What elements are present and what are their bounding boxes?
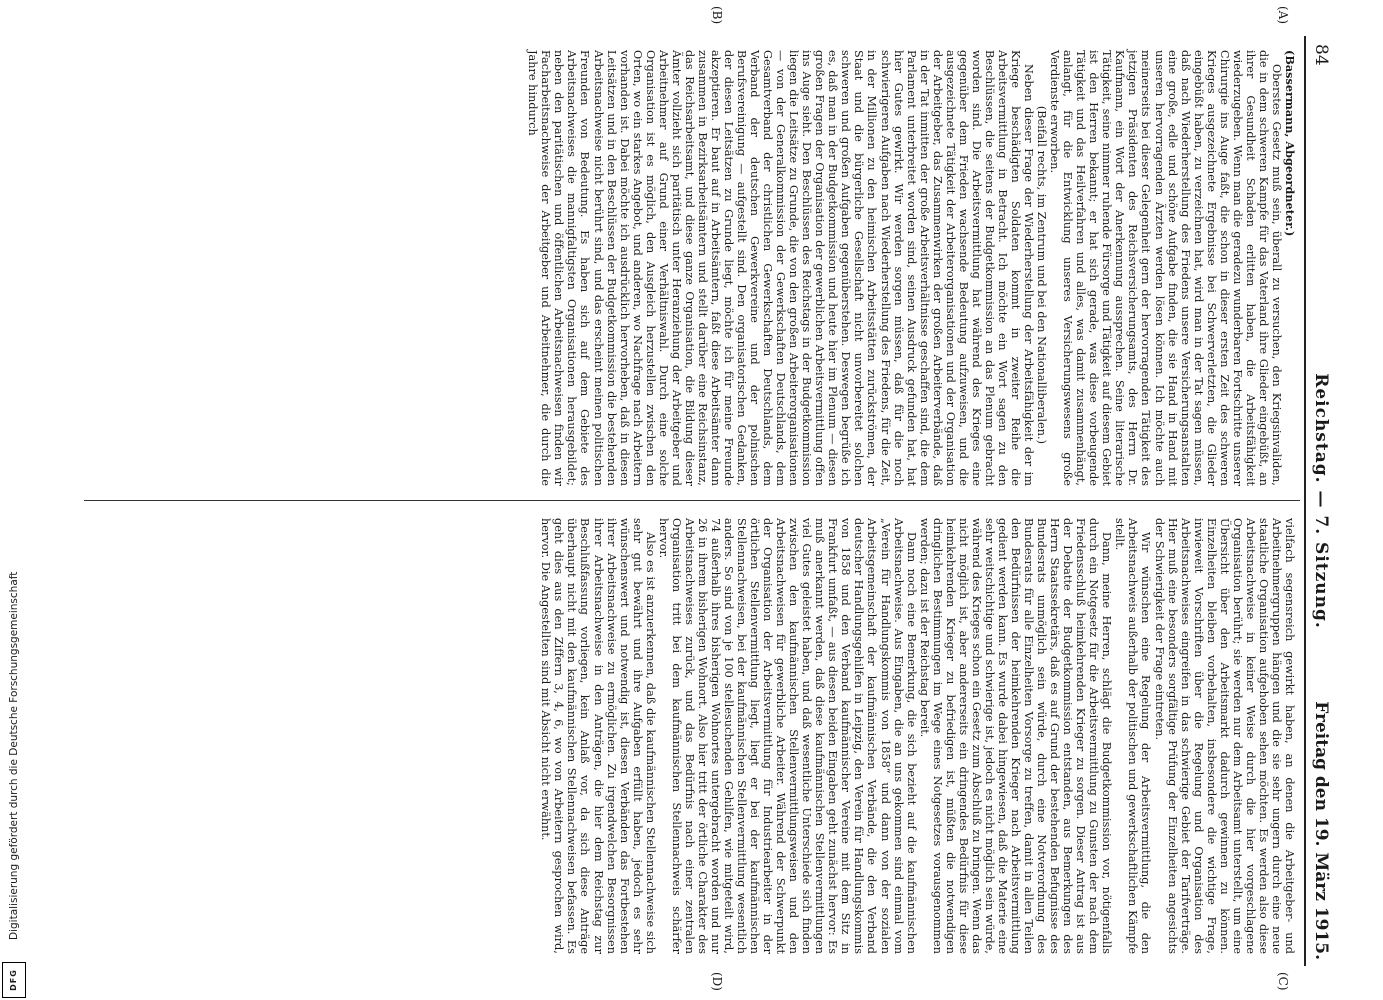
dfg-logo <box>2 962 26 998</box>
page-number: 84 <box>1311 44 1331 66</box>
page-header <box>1308 36 1334 966</box>
margin-mark-a: (A) <box>1276 6 1290 25</box>
header-rule <box>1304 36 1306 966</box>
paragraph: Neben dieser Frage der Wiederherstellung der Arbeitsfähigkeit der im Kriege beschädigten Soldaten kommt in zweiter Reihe die Arbeitsvermittlung in Betracht. Ich möchte ein Wort sagen zu den Beschlüssen, die seitens der Budgetkommission an das Plenum gebracht worden sind. Die Arbeitsvermittlung hat während des Krieges eine gegenüber dem Frieden wachsende Bedeutung aufzuweisen, und die ausgezeichnete Tätigkeit der Arbeiterorganisationen und der Organisation der Arbeitgeber, das Zusammenwirken der großen Arbeiterverbände, daß in der Tat inmitten der große Arbeitsverhältnisse geschaffen sind, die dem Parlament unterbreitet worden sind, seinen Ausdruck gefunden hat, hat hier Gutes gewirkt. Wir werden sorgen müssen, daß für die noch schwierigeren Aufgaben nach Wiederherstellung des Friedens, für die Zeit, in der Millionen zu den heimischen Arbeitsstätten zurückströmen, der Staat und die bürgerliche Gesellschaft nicht unvorbereitet solchen schweren und großen Aufgaben gegenüberstehen. Deswegen begrüße ich es, daß man in der Budgetkommission und heute hier im Plenum — diesen großen Fragen der Organisation der gewerblichen Arbeitsvermittlung offen ins Auge sieht. Den Beschlüssen des Reichstags in der Budgetkommission liegen die Leitsätze zu Grunde, die von den großen Arbeiterorganisationen — von der Generalkommission der Gewerkschaften Deutschlands, dem Gesamtverband der christlichen Gewerkschaften Deutschlands, dem Verband der deutschen Gewerkvereine und der polnischen Berufsvereinigung — aufgestellt sind. Den organisatorischen Gedanken, der diesen Leitsätzen zu Grunde liegt, möchte ich für meine Freunde akzeptieren. Er baut auf in Arbeitsämtern, faßt diese Arbeitsämter dann zusammen in Bezirksarbeitsämtern und stellt darüber eine Reichsinstanz, das Reichsarbeitsamt, und diese ganze Organisation, die Bildung dieser Ämter vollzieht sich paritätisch unter Heranziehung der Arbeitgeber und Arbeitnehmer auf Grund einer Verhältniswahl. Durch eine solche Organisation ist es möglich, den Ausgleich herzustellen zwischen den Orten, wo ein starkes Angebot, und anderen, wo Nachfrage nach Arbeitern vorhanden ist. Dabei möchte ich ausdrücklich hervorheben, daß in diesen Leitsätzen und in den Beschlüssen der Budgetkommission die bestehenden Arbeitsnachweise nicht berührt sind, und das erscheint meinen politischen Freunden von Bedeutung. Es haben sich auf dem Gebiete des Arbeitsnachweises die mannigfaltigsten Organisationen herausgebildet; neben den paritätischen und öffentlichen Arbeitsnachweisen finden wir Facharbeitsnachweise der Arbeitgeber und Arbeitnehmer, die durch die Jahre hindurch <box>526 50 1036 486</box>
paragraph: Also es ist anzuerkennen, daß die kaufmännischen Stellennachweise sich sehr gut bewährt und ihre Aufgaben erfüllt haben, jedoch es sehr wünschenswert und notwendig ist, diesen Verbänden das Fortbestehen ihrer Arbeitsnachweise zu ermöglichen. Zu irgendwelchen Besorgnissen ihrer Arbeitsnachweise in den Anträgen, die hier dem Reichstag zur Beschlußfassung vorliegen, kein Anlaß vor, da sich diese Anträge überhaupt nicht mit den kaufmännischen Stellennachweisen befassen. Es geht dies aus den Ziffern 3, 4, 6, wo von Arbeitern gesprochen wird, hervor. Die Angestellten sind mit Absicht nicht erwähnt. <box>539 518 657 954</box>
margin-mark-d: (D) <box>710 972 724 991</box>
document-page <box>44 6 1334 991</box>
paragraph: vielfach segensreich gewirkt haben, an denen die Arbeitgeber- und Arbeitnehmergruppen hängen und die sie sehr ungern durch eine neue staatliche Organisation aufgehoben sehen möchten. Es werden also diese Arbeitsnachweise in keiner Weise durch die hier vorgeschlagene Organisation berührt; sie werden nur dem Arbeitsamt unterstellt, um eine Übersicht über den Arbeitsmarkt dadurch gewinnen zu können. Einzelheiten bleiben vorbehalten, insbesondere die wichtige Frage, inwieweit Vorschriften über die Regelung und Organisation des Arbeitsnachweises eingreifen in das schwierige Gebiet der Tarifverträge. Hier muß eine besonders sorgfältige Prüfung der Einzelheiten angesichts der Schwierigkeit der Frage eintreten. <box>1152 518 1296 954</box>
rotated-page-content <box>44 6 1334 991</box>
margin-mark-c: (C) <box>1276 972 1290 991</box>
paragraph: Dann noch eine Bemerkung, die sich bezieht auf die kaufmännischen Arbeitsnachweise. Aus Eingaben, die an uns gekommen sind einmal vom „Verein für Handlungskommis von 1858“ und dann von der sozialen Arbeitsgemeinschaft der kaufmännischen Verbände, die den Verband deutscher Handlungsgehilfen in Leipzig, den Verein für Handlungskommis von 1858 und den Verband kaufmännischer Vereine mit dem Sitz in Frankfurt umfaßt, — aus diesen beiden Eingaben geht zunächst hervor: Es muß anerkannt werden, daß diese kaufmännischen Stellenvermittlungen viel Gutes geleistet haben, und daß wesentliche Unterschiede sich finden zwischen den kaufmännischen Stellenvermittlungsweisen und den Arbeitsnachweisen für gewerbliche Arbeiter. Während der Schwerpunkt der Organisation der Arbeitsvermittlung für Industriearbeiter in der örtlichen Stellenvermittlung liegt, liegt er bei der kaufmännischen Stellennachweisen, bei der kaufmännischen Stellenvermittlung wesentlich anders. So sind von je 100 stellesuchenden Gehilfen, wie mitgeteilt wird, 74 außerhalb ihres bisherigen Wohnortes untergebracht worden und nur 26 in ihrem bisherigen Wohnort. Also hier tritt der örtliche Charakter des Arbeitsnachweises zurück, und das Bedürfnis nach einer zentralen Organisation tritt bei dem kaufmännischen Stellennachweis schärfer hervor. <box>656 518 918 954</box>
paragraph: Dann, meine Herren, schlägt die Budgetkommission vor, nötigenfalls durch ein Notgesetz für die Arbeitsvermittlung zu Gunsten der nach dem Friedensschluß heimkehrenden Krieger zu sorgen. Dieser Antrag ist aus der Debatte der Budgetkommission entstanden, aus Bemerkungen des Herrn Staatssekretärs, daß es auf Grund der bestehenden Befugnisse des Bundesrats unmöglich sein würde, durch eine Notverordnung des Bundesrats für alle Einzelheiten Vorsorge zu treffen, damit in allen Teilen den Bedürfnissen der heimkehrenden Krieger nach Arbeitsvermittlung gedient werden kann. Es wurde dabei hingewiesen, daß die Materie eine sehr weitschichtige und schwierige ist, jedoch es nicht möglich sein würde, während des Krieges schon ein Gesetz zum Abschluß zu bringen. Wenn das nicht möglich ist, aber andererseits ein dringendes Bedürfnis für diese heimkehrenden Krieger zu befriedigen ist, müßten die notwendigen dringlichen Bestimmungen im Wege eines Notgesetzes vorausgenommen werden; dazu ist der Reichstag bereit. <box>917 518 1114 954</box>
paragraph: Wir wünschen eine Regelung der Arbeitsvermittlung, die den Arbeitsnachweis außerhalb der politischen und gewerkschaftlichen Kämpfe stellt. <box>1113 518 1153 954</box>
left-column <box>526 50 1296 486</box>
margin-mark-b: (B) <box>710 6 724 25</box>
dfg-logo-text: DFG <box>9 969 18 991</box>
digitization-note <box>2 60 26 940</box>
digitization-note-text: Digitalisierung gefördert durch die Deutsche Forschungsgemeinschaft <box>8 571 20 940</box>
page-title: Reichstag. — 7. Sitzung. <box>1311 373 1331 629</box>
column-divider <box>84 500 1300 501</box>
applause-note: (Beifall rechts, im Zentrum und bei den Nationalliberalen.) <box>1035 105 1049 445</box>
page-date: Freitag den 19. März 1915. <box>1311 701 1331 960</box>
paragraph: Oberstes Gesetz muß sein, überall zu versuchen, den Kriegsinvaliden, die in dem schweren Kampfe für das Vaterland ihre Glieder eingebüßt, an ihrer Gesundheit Schaden erlitten haben, die Arbeitsfähigkeit wiederzugeben. Wenn man die geradezu wunderbaren Fortschritte unserer Chirurgie ins Auge faßt, die schon in dieser ersten Zeit des schweren Krieges ausgezeichnete Ergebnisse bei Schwerverletzten, die Glieder eingebüßt haben, zu verzeichnen hat, wird man in der Tat sagen müssen, daß nach Wiederherstellung des Friedens unsere Versicherungsanstalten eine große, edle und schöne Aufgabe finden, die sie Hand in Hand mit unseren hervorragenden Ärzten werden lösen können. Ich möchte auch meinerseits bei dieser Gelegenheit gern der hervorragenden Tätigkeit des jetzigen Präsidenten des Reichsversicherungsamts, des Herrn Dr. Kaufmann, ein Wort der Anerkennung aussprechen. Seine literarische Tätigkeit, seine nimmer ruhende Fürsorge und Tätigkeit auf diesem Gebiet ist den Herren bekannt; er hat sich gerade, was diese vorbeugende Tätigkeit und das Heilverfahren und alles, was damit zusammenhängt, anlangt, für die Entwicklung unseres Versicherungswesens große Verdienste erworben. <box>1048 50 1283 486</box>
speaker-line: (Bassermann, Abgeordneter.) <box>1283 50 1297 237</box>
right-column <box>539 518 1296 954</box>
